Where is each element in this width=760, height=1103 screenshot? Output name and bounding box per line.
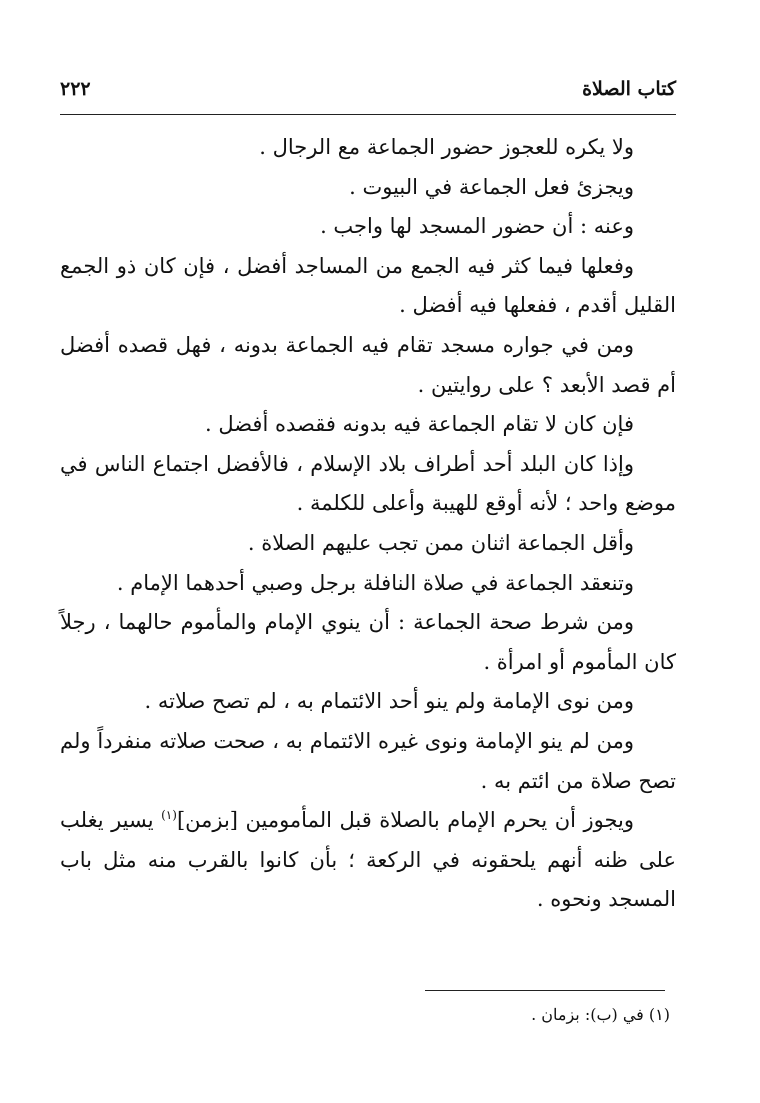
paragraph-text: ويجوز أن يحرم الإمام بالصلاة قبل المأمومين [بزمن] (176, 808, 635, 833)
paragraph: ومن لم ينو الإمامة ونوى غيره الائتمام به ، صحت صلاته منفرداً ولم تصح صلاة من ائتم به . (60, 728, 676, 793)
running-header (60, 72, 676, 108)
paragraph: وأقل الجماعة اثنان ممن تجب عليهم الصلاة . (247, 530, 634, 555)
paragraph: وإذا كان البلد أحد أطراف بلاد الإسلام ، فالأفضل اجتماع الناس في موضع واحد ؛ لأنه أوقع للهيبة وأعلى للكلمة . (60, 451, 676, 516)
paragraph: ومن في جواره مسجد تقام فيه الجماعة بدونه ، فهل قصده أفضل أم قصد الأبعد ؟ على روايتين . (60, 332, 676, 397)
paragraph: ومن شرط صحة الجماعة : أن ينوي الإمام والمأموم حالهما ، رجلاً كان المأموم أو امرأة . (60, 610, 676, 674)
paragraph: ومن نوى الإمامة ولم ينو أحد الائتمام به ، لم تصح صلاته . (144, 689, 634, 714)
paragraph-with-footnote (60, 801, 676, 920)
body-text (60, 128, 676, 920)
footnote-reference[interactable]: (١) (161, 808, 177, 823)
paragraph: ولا يكره للعجوز حضور الجماعة مع الرجال . (259, 135, 634, 159)
paragraph: وفعلها فيما كثر فيه الجمع من المساجد أفضل ، فإن كان ذو الجمع القليل أقدم ، ففعلها فيه أفضل . (60, 253, 676, 318)
page-number: ٢٢٢ (60, 78, 91, 100)
paragraph-text: يسير يغلب على ظنه أنهم يلحقونه في الركعة ؛ بأن كانوا بالقرب منه مثل باب المسجد ونحوه . (60, 808, 676, 912)
chapter-title: كتاب الصلاة (582, 78, 676, 100)
header-rule (60, 114, 676, 115)
footnote: (١) في (ب): بزمان . (531, 1005, 670, 1024)
paragraph: وتنعقد الجماعة في صلاة النافلة برجل وصبي أحدهما الإمام . (116, 570, 634, 595)
paragraph: وعنه : أن حضور المسجد لها واجب . (320, 214, 634, 239)
paragraph: فإن كان لا تقام الجماعة فيه بدونه فقصده أفضل . (204, 412, 634, 437)
paragraph: ويجزئ فعل الجماعة في البيوت . (349, 174, 634, 199)
footnote-rule (425, 990, 665, 991)
